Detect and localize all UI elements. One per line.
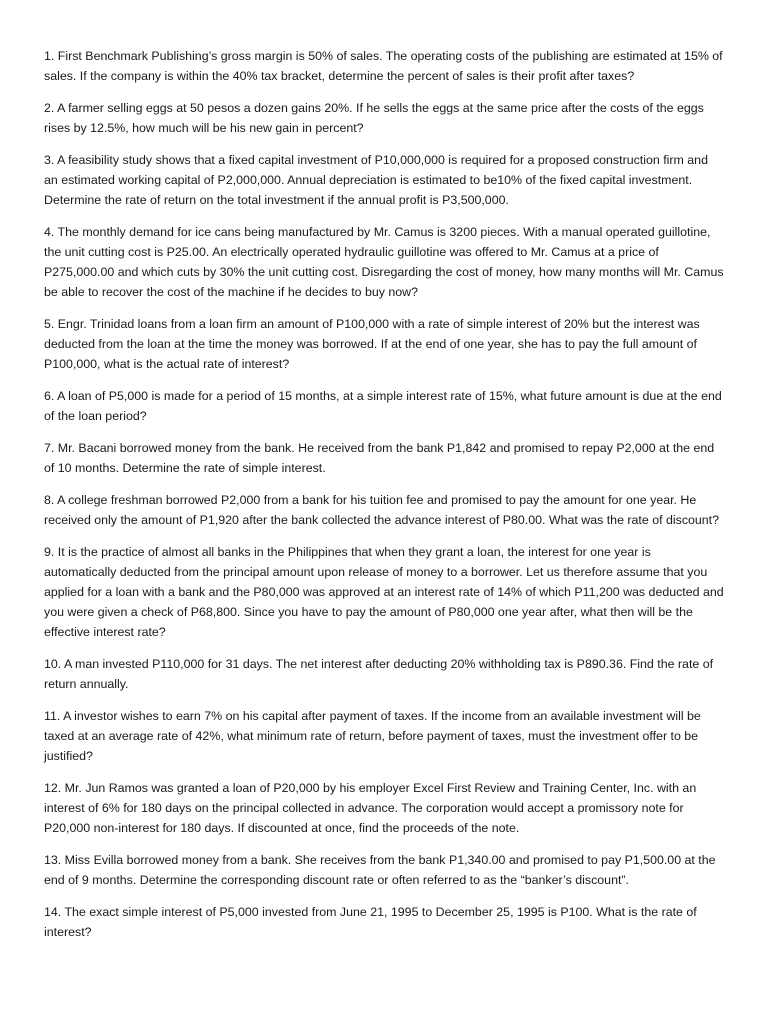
problem-12: 12. Mr. Jun Ramos was granted a loan of P20,000 by his employer Excel First Review and Training Center, Inc. with an interest of 6% for 180 days on the principal collected in advance. The corporation would accept a promissory note for P20,000 non-interest for 180 days. If discounted at once, find the proceeds of the note. <box>44 781 697 835</box>
problem-9: 9. It is the practice of almost all banks in the Philippines that when they grant a loan, the interest for one year is automatically deducted from the principal amount upon release of money to a borrower. Let us therefore assume that you applied for a loan with a bank and the P80,000 was approved at an interest rate of 14% of which P11,200 was deducted and you were given a check of P68,800. Since you have to pay the amount of P80,000 one year after, what then will be the effective interest rate? <box>44 545 724 639</box>
problem-6: 6. A loan of P5,000 is made for a period of 15 months, at a simple interest rate of 15%, what future amount is due at the end of the loan period? <box>44 389 722 423</box>
problem-2: 2. A farmer selling eggs at 50 pesos a dozen gains 20%. If he sells the eggs at the same price after the costs of the eggs rises by 12.5%, how much will be his new gain in percent? <box>44 101 704 135</box>
problem-10: 10. A man invested P110,000 for 31 days. The net interest after deducting 20% withholding tax is P890.36. Find the rate of return annually. <box>44 657 714 691</box>
problem-14: 14. The exact simple interest of P5,000 invested from June 21, 1995 to December 25, 1995 is P100. What is the rate of interest? <box>44 905 697 939</box>
problem-list <box>44 46 724 954</box>
problem-1: 1. First Benchmark Publishing’s gross margin is 50% of sales. The operating costs of the publishing are estimated at 15% of sales. If the company is within the 40% tax bracket, determine the percent of sales is their profit after taxes? <box>44 49 723 83</box>
problem-5: 5. Engr. Trinidad loans from a loan firm an amount of P100,000 with a rate of simple interest of 20% but the interest was deducted from the loan at the time the money was borrowed. If at the end of one year, she has to pay the full amount of P100,000, what is the actual rate of interest? <box>44 317 700 371</box>
problem-11: 11. A investor wishes to earn 7% on his capital after payment of taxes. If the income from an available investment will be taxed at an average rate of 42%, what minimum rate of return, before payment of taxes, must the investment offer to be justified? <box>44 709 701 763</box>
problem-7: 7. Mr. Bacani borrowed money from the bank. He received from the bank P1,842 and promised to repay P2,000 at the end of 10 months. Determine the rate of simple interest. <box>44 441 715 475</box>
problem-13: 13. Miss Evilla borrowed money from a bank. She receives from the bank P1,340.00 and promised to pay P1,500.00 at the end of 9 months. Determine the corresponding discount rate or often referred to as the “banker’s discount”. <box>44 853 716 887</box>
problem-8: 8. A college freshman borrowed P2,000 from a bank for his tuition fee and promised to pay the amount for one year. He received only the amount of P1,920 after the bank collected the advance interest of P80.00. What was the rate of discount? <box>44 493 720 527</box>
problem-4: 4. The monthly demand for ice cans being manufactured by Mr. Camus is 3200 pieces. With a manual operated guillotine, the unit cutting cost is P25.00. An electrically operated hydraulic guillotine was offered to Mr. Camus at a price of P275,000.00 and which cuts by 30% the unit cutting cost. Disregarding the cost of money, how many months will Mr. Camus be able to recover the cost of the machine if he decides to buy now? <box>44 225 724 299</box>
problem-3: 3. A feasibility study shows that a fixed capital investment of P10,000,000 is required for a proposed construction firm and an estimated working capital of P2,000,000. Annual depreciation is estimated to be10% of the fixed capital investment. Determine the rate of return on the total investment if the annual profit is P3,500,000. <box>44 153 708 207</box>
